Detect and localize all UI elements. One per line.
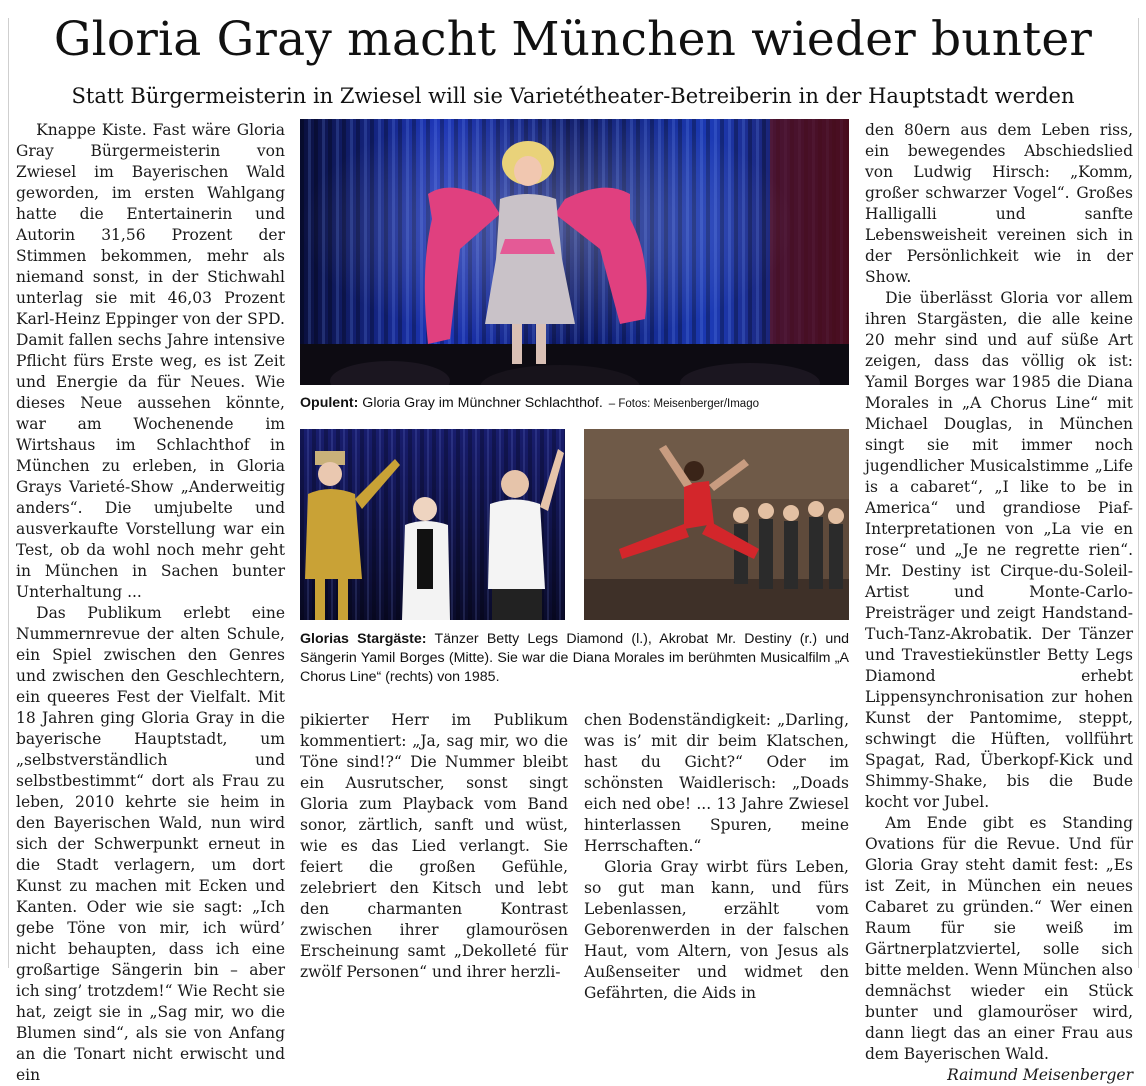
text-column-2 bbox=[300, 710, 568, 981]
stage-photo-illustration bbox=[300, 119, 849, 385]
headline: Gloria Gray macht München wieder bunter bbox=[53, 12, 1093, 67]
subheadline: Statt Bürgermeisterin in Zwiesel will sie Varietétheater-Betreiberin in der Hauptstadt werden bbox=[71, 84, 1075, 108]
paragraph: Das Publikum erlebt eine Nummernrevue der alten Schule, ein Spiel zwischen den Genres und zwischen den Geschlechtern, ein queeres Fest der Vielfalt. Mit 18 Jahren ging Gloria Gray in die bayerische Hauptstadt, um „selbstverständlich und selbstbestimmt“ dort als Frau zu leben, 2010 kehrte sie heim in den Bayerischen Wald, nun wird sich der Schwerpunkt erneut in die Stadt verlagern, um dort Kunst zu machen mit Ecken und Kanten. Oder wie sie sagt: „Ich gebe Töne von mir, ich würd’ nicht behaupten, dass ich eine großartige Sängerin bin – aber ich sing’ trotzdem!“ Wie Recht sie hat, zeigt sie in „Sag mir, wo die Blumen sind“, als sie von Anfang an die Tonart nicht erwischt und ein bbox=[16, 604, 285, 1084]
paragraph: chen Bodenständigkeit: „Darling, was is’ mit dir beim Klatschen, hast du Gicht?“ Oder im schönsten Waidlerisch: „Doads eich ned obe! ... 13 Jahre Zwiesel hinterlassen Spuren, meine Herrschaften.“ bbox=[584, 711, 849, 855]
caption-guests-photos bbox=[300, 630, 849, 687]
chorus-line-photo-illustration bbox=[584, 429, 849, 620]
guests-photo-illustration bbox=[300, 429, 565, 620]
paragraph: pikierter Herr im Publikum kommentiert: „Ja, sag mir, wo die Töne sind!?“ Die Nummer bleibt ein Ausrutscher, sonst singt Gloria zum Playback vom Band sonor, zärtlich, sanft und wüst, wie es das Lied verlangt. Sie feiert die großen Gefühle, zelebriert den Kitsch und lebt den charmanten Kontrast zwischen ihrer glamourösen Erscheinung samt „Dekolleté für zwölf Personen“ und ihrer herzli- bbox=[300, 711, 568, 981]
caption-stage-photo bbox=[300, 394, 855, 414]
paragraph: Die überlässt Gloria vor allem ihren Stargästen, die alle keine 20 mehr sind und auf süße Art zeigen, dass das völlig ok ist: Yamil Borges war 1985 die Diana Morales in „A Chorus Line“ mit Michael Douglas, in München singt sie mit immer noch jugendlicher Musicalstimme „Life is a cabaret“, „I like to be in America“ und grandiose Piaf-Interpretationen von „La vie en rose“ und „Je ne regrette rien“. Mr. Destiny ist Cirque-du-Soleil-Artist und Monte-Carlo-Preisträger und zeigt Handstand-Tuch-Tanz-Akrobatik. Der Tänzer und Travestiekünstler Betty Legs Diamond erhebt Lippensynchronisation zur hohen Kunst der Pantomime, steppt, schwingt die Hüften, vollführt Spagat, Rad, Überkopf-Kick und Shimmy-Shake, bis die Bude kocht vor Jubel. bbox=[865, 289, 1133, 811]
paragraph: Knappe Kiste. Fast wäre Gloria Gray Bürgermeisterin von Zwiesel im Bayerischen Wald geworden, im ersten Wahlgang hatte die Entertainerin und Autorin 31,56 Prozent der Stimmen bekommen, mehr als niemand sonst, in der Stichwahl unterlag sie mit 46,03 Prozent Karl-Heinz Eppinger von der SPD. Damit fallen sechs Jahre intensive Pflicht fürs Erste weg, es ist Zeit und Energie da für Neues. Wie dieses Neue aussehen könnte, war am Wochenende im Wirtshaus im Schlachthof in München zu erleben, in Gloria Grays Varieté-Show „Anderweitig anders“. Die umjubelte und ausverkaufte Vorstellung war ein Test, ob da wohl noch mehr geht in München in Sachen bunter Unterhaltung ... bbox=[16, 121, 285, 601]
caption-text: Gloria Gray im Münchner Schlachthof. bbox=[362, 395, 603, 411]
page-border-right bbox=[1138, 18, 1139, 968]
guests-photo bbox=[300, 429, 565, 620]
photo-credit: – Fotos: Meisenberger/Imago bbox=[608, 398, 759, 410]
caption-lead: Opulent: bbox=[300, 395, 359, 411]
paragraph: Am Ende gibt es Standing Ovations für die Revue. Und für Gloria Gray steht damit fest: „Es ist Zeit, in München ein neues Cabaret zu gründen.“ Wer einen Raum für sie weiß im Gärtnerplatzviertel, solle sich bitte melden. Wenn München also demnächst wieder ein Stück bunter und glamouröser wird, dann liegt das an einer Frau aus dem Bayerischen Wald. bbox=[865, 814, 1133, 1063]
text-column-4 bbox=[865, 120, 1133, 1084]
chorus-line-photo bbox=[584, 429, 849, 620]
caption-text: Tänzer Betty Legs Diamond (l.), Akrobat Mr. Destiny (r.) und Sängerin Yamil Borges (Mitte). Sie war die Diana Morales im berühmten Musicalfilm „A Chorus Line“ (rechts) von 1985. bbox=[300, 631, 850, 685]
page-border-left bbox=[8, 18, 9, 968]
text-column-3 bbox=[584, 710, 849, 1002]
paragraph: den 80ern aus dem Leben riss, ein bewegendes Abschiedslied von Ludwig Hirsch: „Komm, großer schwarzer Vogel“. Großes Halligalli und sanfte Lebensweisheit vereinen sich in der Persönlichkeit wie in der Show. bbox=[865, 121, 1133, 286]
paragraph: Gloria Gray wirbt fürs Leben, so gut man kann, und fürs Lebenlassen, erzählt vom Geborenwerden in der falschen Haut, vom Altern, von Jesus als Außenseiter und widmet den Gefährten, die Aids in bbox=[584, 858, 849, 1002]
byline: Raimund Meisenberger bbox=[947, 1066, 1133, 1084]
text-column-1 bbox=[16, 120, 285, 1084]
caption-lead: Glorias Stargäste: bbox=[300, 631, 427, 647]
stage-photo bbox=[300, 119, 849, 385]
